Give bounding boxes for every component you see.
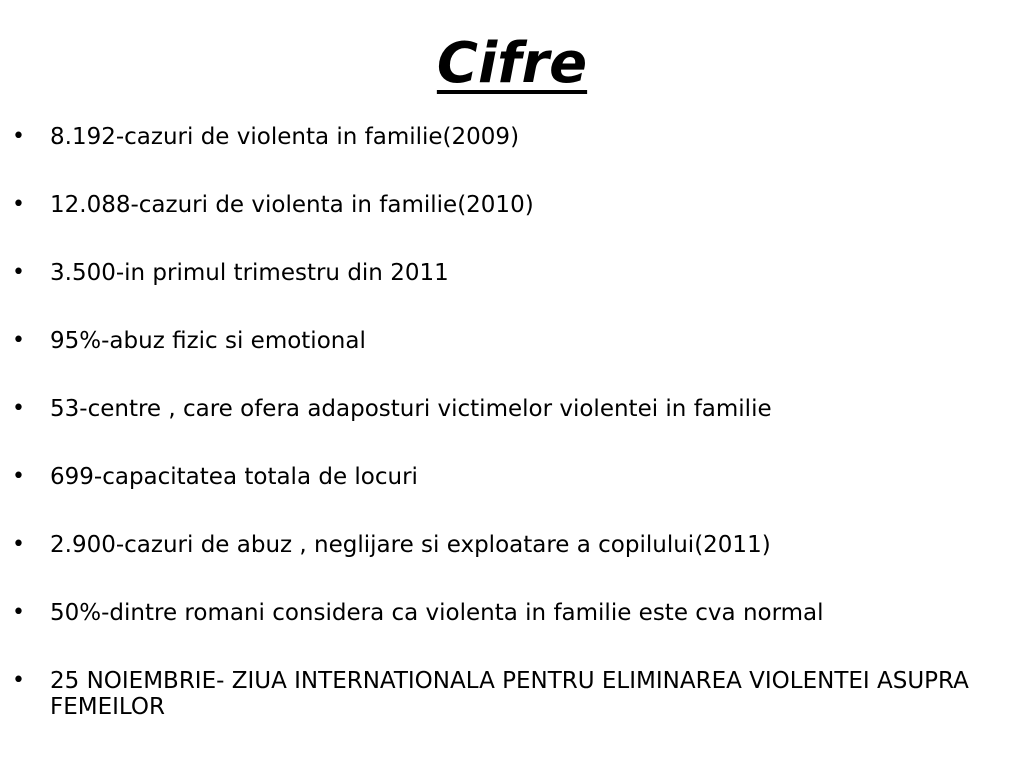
bullet-item <box>12 192 1002 218</box>
bullet-item <box>12 396 1002 422</box>
slide-title-text: Cifre <box>436 31 588 96</box>
bullet-item <box>12 600 1002 626</box>
bullet-icon: • <box>12 532 25 557</box>
bullet-text: 53-centre , care ofera adaposturi victimelor violentei in familie <box>50 396 772 422</box>
bullet-text: 2.900-cazuri de abuz , neglijare si exploatare a copilului(2011) <box>50 532 771 558</box>
bullet-list <box>12 124 1002 720</box>
bullet-text: 3.500-in primul trimestru din 2011 <box>50 260 449 286</box>
bullet-text: 95%-abuz fizic si emotional <box>50 328 366 354</box>
bullet-text: 8.192-cazuri de violenta in familie(2009) <box>50 124 520 150</box>
bullet-text: 50%-dintre romani considera ca violenta in familie este cva normal <box>50 600 824 626</box>
bullet-icon: • <box>12 668 25 693</box>
bullet-icon: • <box>12 464 25 489</box>
bullet-icon: • <box>12 192 25 217</box>
bullet-item <box>12 532 1002 558</box>
bullet-item <box>12 328 1002 354</box>
bullet-icon: • <box>12 328 25 353</box>
bullet-item <box>12 668 1002 720</box>
bullet-text: 25 NOIEMBRIE- ZIUA INTERNATIONALA PENTRU ELIMINAREA VIOLENTEI ASUPRA FEMEILOR <box>50 668 969 720</box>
bullet-icon: • <box>12 396 25 421</box>
bullet-item <box>12 260 1002 286</box>
slide-title <box>0 28 1024 100</box>
bullet-text: 12.088-cazuri de violenta in familie(2010) <box>50 192 534 218</box>
bullet-icon: • <box>12 600 25 625</box>
bullet-icon: • <box>12 260 25 285</box>
bullet-icon: • <box>12 124 25 149</box>
bullet-item <box>12 464 1002 490</box>
bullet-item <box>12 124 1002 150</box>
bullet-text: 699-capacitatea totala de locuri <box>50 464 418 490</box>
